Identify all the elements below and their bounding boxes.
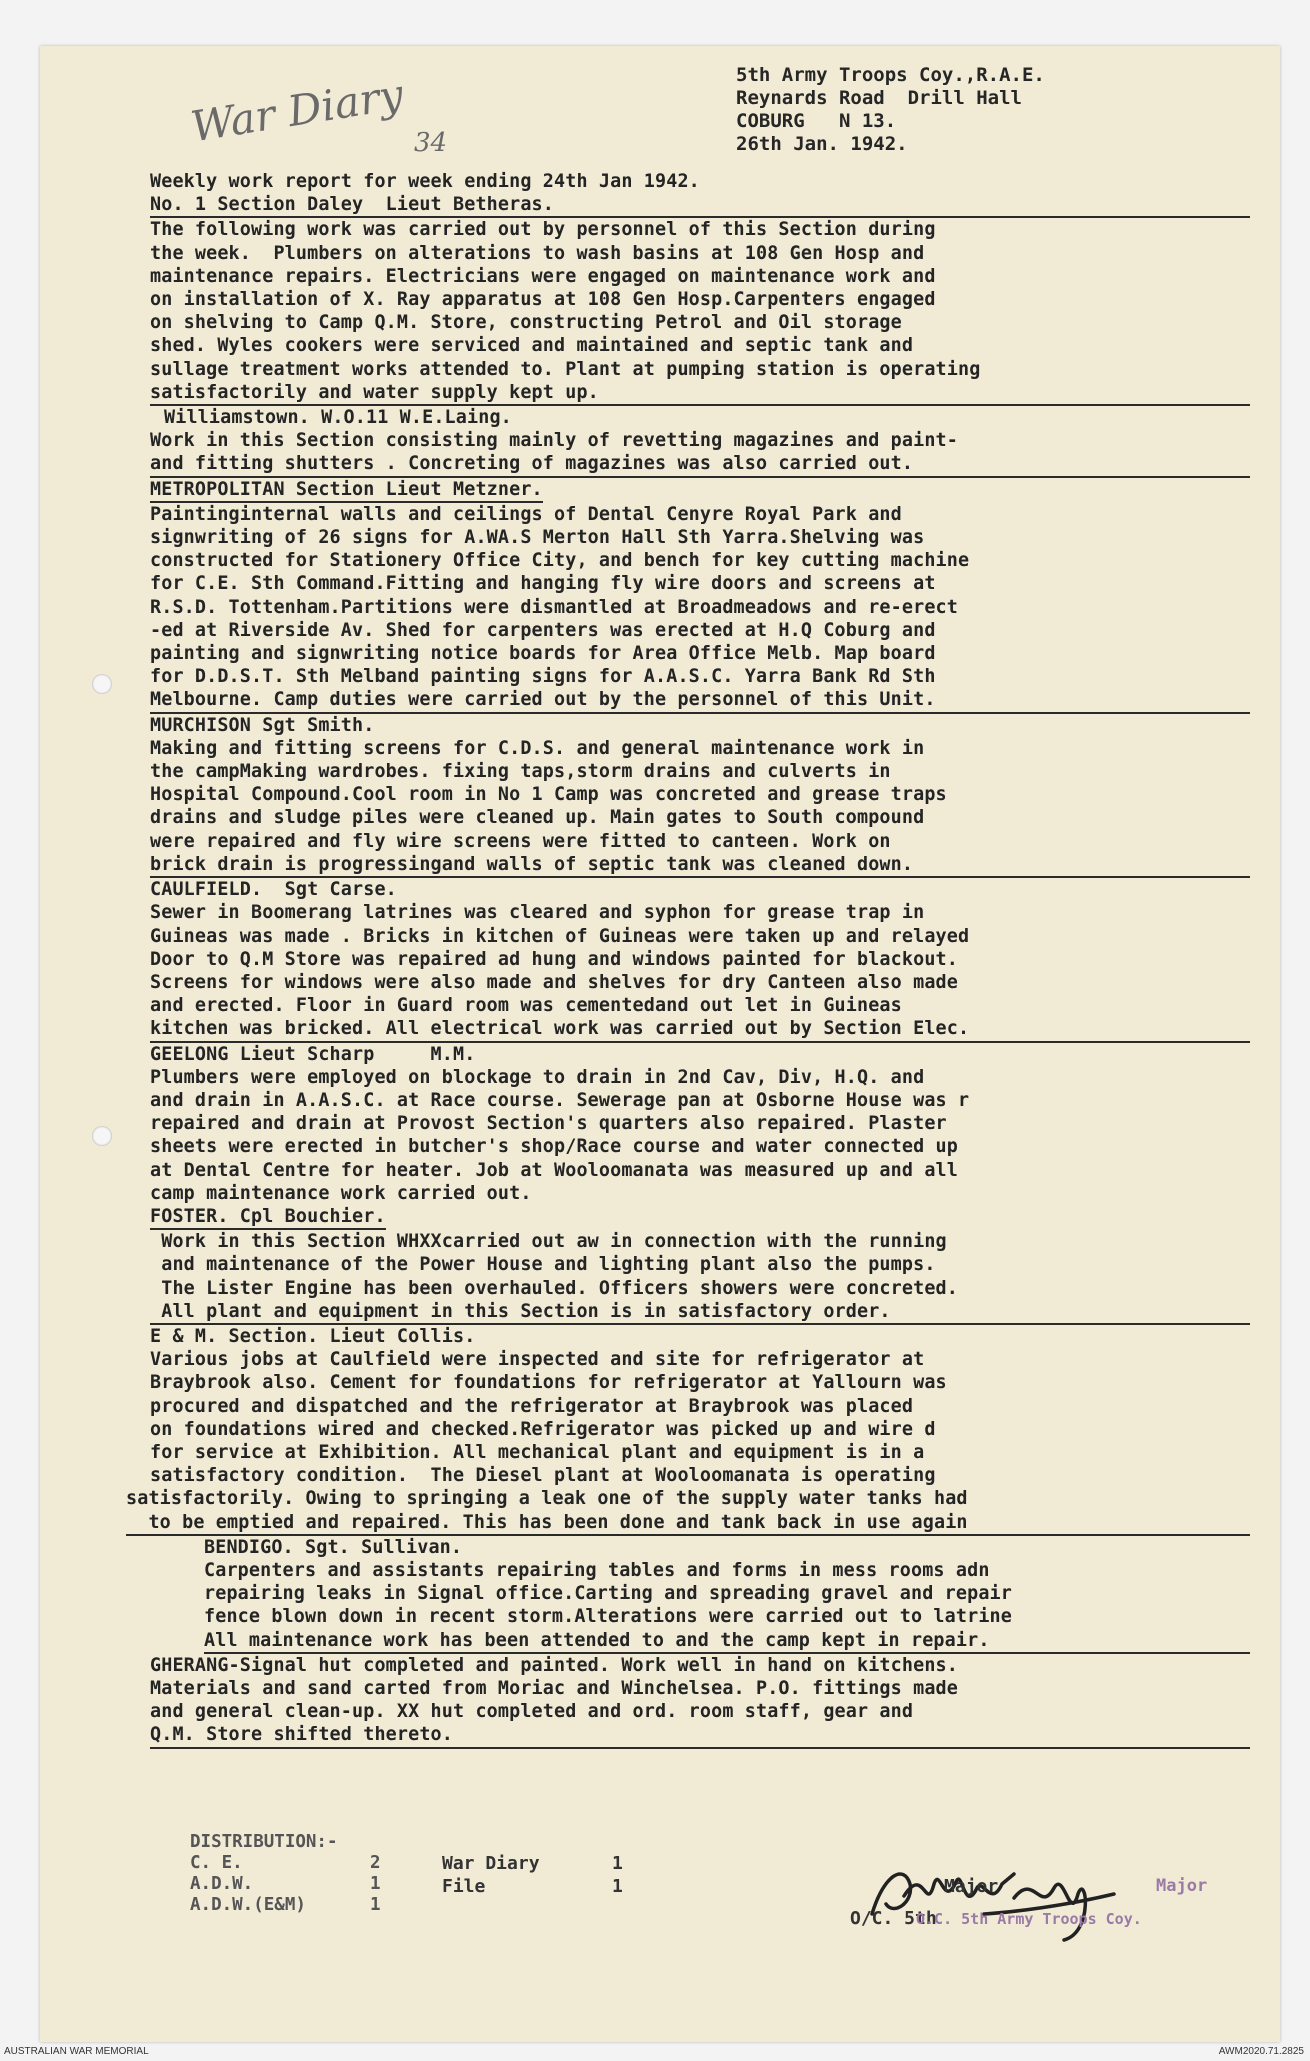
recipient: A.D.W.(E&M) xyxy=(190,1895,306,1915)
copies: 1 xyxy=(612,1853,623,1874)
text-line: Braybrook also. Cement for foundations for refrigerator at Yallourn was xyxy=(150,1372,947,1394)
address-line: Reynards Road Drill Hall xyxy=(736,87,1022,109)
text-line: maintenance repairs. Electricians were engaged on maintenance work and xyxy=(150,265,936,287)
text-line: Plumbers were employed on blockage to drain in 2nd Cav, Div, H.Q. and xyxy=(150,1066,925,1088)
typed-rank: Major xyxy=(944,1876,999,1897)
text-line: on shelving to Camp Q.M. Store, constructing Petrol and Oil storage xyxy=(150,312,902,334)
text-line: Q.M. Store shifted thereto. xyxy=(150,1723,1250,1748)
recipient: A.D.W. xyxy=(190,1874,254,1894)
section-title: BENDIGO. Sgt. Sullivan. xyxy=(204,1536,463,1558)
section-text xyxy=(150,737,1250,878)
text-line: the campMaking wardrobes. fixing taps,storm drains and culverts in xyxy=(150,761,891,783)
text-line: satisfactorily and water supply kept up. xyxy=(150,381,1250,406)
text-line: Various jobs at Caulfield were inspected and site for refrigerator at xyxy=(150,1349,925,1371)
text-line: and general clean-up. XX hut completed and ord. room staff, gear and xyxy=(150,1701,914,1723)
distribution-row xyxy=(190,1895,381,1916)
punch-hole xyxy=(92,674,112,694)
text-line: the week. Plumbers on alterations to wash basins at 108 Gen Hosp and xyxy=(150,242,925,264)
text-line: Screens for windows were also made and shelves for dry Canteen also made xyxy=(150,971,958,993)
section-text xyxy=(126,1348,1250,1536)
unit-name: 5th Army Troops Coy.,R.A.E. xyxy=(736,64,1045,86)
text-line: Guineas was made . Bricks in kitchen of Guineas were taken up and relayed xyxy=(150,925,970,947)
section-title: CAULFIELD. Sgt Carse. xyxy=(150,879,397,901)
text-line: -ed at Riverside Av. Shed for carpenters was erected at H.Q Coburg and xyxy=(150,619,936,641)
text-line: Paintinginternal walls and ceilings of Dental Cenyre Royal Park and xyxy=(150,503,902,525)
recipient: War Diary xyxy=(442,1853,540,1874)
text-line: Sewer in Boomerang latrines was cleared and syphon for grease trap in xyxy=(150,902,925,924)
distribution-heading: DISTRIBUTION:- xyxy=(190,1832,338,1852)
text-line: at Dental Centre for heater. Job at Wooloomanata was measured up and all xyxy=(150,1159,958,1181)
text-line: were repaired and fly wire screens were fitted to canteen. Work on xyxy=(150,830,891,852)
stamp-unit: O.C. 5th Army Troops Coy. xyxy=(916,1910,1142,1928)
distribution-row xyxy=(442,1875,623,1898)
text-line: GHERANG-Signal hut completed and painted. Work well in hand on kitchens. xyxy=(150,1654,958,1676)
signature-block xyxy=(840,1860,1260,1970)
text-line: sheets were erected in butcher's shop/Race course and water connected up xyxy=(150,1136,958,1158)
text-line: drains and sludge piles were cleaned up. Main gates to South compound xyxy=(150,807,925,829)
handwritten-folio-number: 34 xyxy=(414,128,448,158)
section-text xyxy=(150,429,1250,477)
distribution-row xyxy=(190,1853,381,1874)
letterhead xyxy=(736,64,1196,156)
text-line: for service at Exhibition. All mechanical plant and equipment is in a xyxy=(150,1441,925,1463)
text-line: satisfactorily. Owing to springing a leak one of the supply water tanks had xyxy=(126,1488,968,1510)
stamp-rank: Major xyxy=(1156,1876,1208,1896)
report-title: Weekly work report for week ending 24th Jan 1942. xyxy=(150,171,700,192)
section-text xyxy=(150,218,1250,406)
text-line: and erected. Floor in Guard room was cementedand out let in Guineas xyxy=(150,995,902,1017)
text-line: constructed for Stationery Office City, and bench for key cutting machine xyxy=(150,550,970,572)
copies: 1 xyxy=(370,1895,381,1915)
text-line: Making and fitting screens for C.D.S. and general maintenance work in xyxy=(150,737,925,759)
text-line: camp maintenance work carried out. xyxy=(150,1182,532,1204)
archive-credit: AUSTRALIAN WAR MEMORIAL xyxy=(4,2046,149,2057)
section-text xyxy=(150,1066,1250,1205)
text-line: signwriting of 26 signs for A.WA.S Merton Hall Sth Yarra.Shelving was xyxy=(150,527,925,549)
text-line: Work in this Section consisting mainly of revetting magazines and paint- xyxy=(150,430,958,452)
section-text xyxy=(150,901,1250,1042)
text-line: on installation of X. Ray apparatus at 108 Gen Hosp.Carpenters engaged xyxy=(150,289,936,311)
city-line: COBURG N 13. xyxy=(736,110,897,132)
text-line: Door to Q.M Store was repaired ad hung and windows painted for blackout. xyxy=(150,948,958,970)
copies: 1 xyxy=(370,1874,381,1894)
copies: 1 xyxy=(612,1876,623,1897)
section-title: METROPOLITAN Section Lieut Metzner. xyxy=(150,478,543,503)
text-line: Materials and sand carted from Moriac and Winchelsea. P.O. fittings made xyxy=(150,1678,958,1699)
handwritten-war-diary: War Diary xyxy=(187,69,407,152)
text-line: to be emptied and repaired. This has been done and tank back in use again xyxy=(126,1511,1250,1536)
text-line: All plant and equipment in this Section is in satisfactory order. xyxy=(150,1300,1250,1325)
section-title: MURCHISON Sgt Smith. xyxy=(150,714,375,736)
text-line: The following work was carried out by personnel of this Section during xyxy=(150,219,936,241)
text-line: for D.D.S.T. Sth Melband painting signs for A.A.S.C. Yarra Bank Rd Sth xyxy=(150,666,936,688)
text-line: R.S.D. Tottenham.Partitions were dismantled at Broadmeadows and re-erect xyxy=(150,596,958,618)
archive-reference: AWM2020.71.2825 xyxy=(1218,2046,1304,2057)
distribution-row xyxy=(190,1874,381,1895)
recipient: File xyxy=(442,1876,486,1897)
copies: 2 xyxy=(370,1853,381,1873)
text-line: and maintenance of the Power House and lighting plant also the pumps. xyxy=(150,1254,936,1276)
text-line: fence blown down in recent storm.Alterations were carried out to latrine xyxy=(204,1606,1012,1628)
text-line: repairing leaks in Signal office.Carting and spreading gravel and repair xyxy=(204,1583,1012,1605)
section-title: GEELONG Lieut Scharp M.M. xyxy=(150,1043,476,1065)
text-line: repaired and drain at Provost Section's quarters also repaired. Plaster xyxy=(150,1113,947,1135)
distribution-other xyxy=(442,1852,623,1898)
text-line: brick drain is progressingand walls of septic tank was cleaned down. xyxy=(150,853,1250,878)
distribution-row xyxy=(442,1852,623,1875)
report-body xyxy=(126,170,1250,1749)
typed-oc-line: O/C. 5th xyxy=(850,1908,937,1929)
section-title: Williamstown. W.O.11 W.E.Laing. xyxy=(164,407,512,429)
text-line: The Lister Engine has been overhauled. Officers showers were concreted. xyxy=(150,1277,958,1299)
signature-icon xyxy=(864,1854,1124,1944)
text-line: satisfactory condition. The Diesel plant at Wooloomanata is operating xyxy=(150,1465,936,1487)
section-text xyxy=(150,503,1250,714)
text-line: kitchen was bricked. All electrical work was carried out by Section Elec. xyxy=(150,1017,1250,1042)
text-line: Hospital Compound.Cool room in No 1 Camp was concreted and grease traps xyxy=(150,784,947,806)
text-line: procured and dispatched and the refrigerator at Braybrook was placed xyxy=(150,1395,914,1417)
text-line: Melbourne. Camp duties were carried out by the personnel of this Unit. xyxy=(150,688,1250,713)
text-line: on foundations wired and checked.Refrigerator was picked up and wire d xyxy=(150,1418,936,1440)
text-line: sullage treatment works attended to. Plant at pumping station is operating xyxy=(150,358,981,380)
text-line: and drain in A.A.S.C. at Race course. Sewerage pan at Osborne House was r xyxy=(150,1089,970,1111)
section-title: E & M. Section. Lieut Collis. xyxy=(150,1325,476,1347)
text-line: Carpenters and assistants repairing tables and forms in mess rooms adn xyxy=(204,1559,990,1581)
text-line: painting and signwriting notice boards for Area Office Melb. Map board xyxy=(150,643,936,665)
text-line: shed. Wyles cookers were serviced and maintained and septic tank and xyxy=(150,335,914,357)
section-title: No. 1 Section Daley Lieut Betheras. xyxy=(150,193,1250,218)
text-line: All maintenance work has been attended to and the camp kept in repair. xyxy=(204,1629,1250,1654)
text-line: for C.E. Sth Command.Fitting and hanging fly wire doors and screens at xyxy=(150,573,936,595)
text-line: and fitting shutters . Concreting of magazines was also carried out. xyxy=(150,452,1250,477)
distribution-list xyxy=(190,1832,381,1916)
recipient: C. E. xyxy=(190,1853,243,1873)
date-line: 26th Jan. 1942. xyxy=(736,133,908,155)
section-title: FOSTER. Cpl Bouchier. xyxy=(150,1205,386,1230)
text-line: Work in this Section WHXXcarried out aw in connection with the running xyxy=(150,1231,947,1253)
punch-hole xyxy=(92,1126,112,1146)
section-text xyxy=(150,1230,1250,1325)
section-bendigo xyxy=(150,1536,1250,1654)
section-text xyxy=(150,1654,1250,1749)
